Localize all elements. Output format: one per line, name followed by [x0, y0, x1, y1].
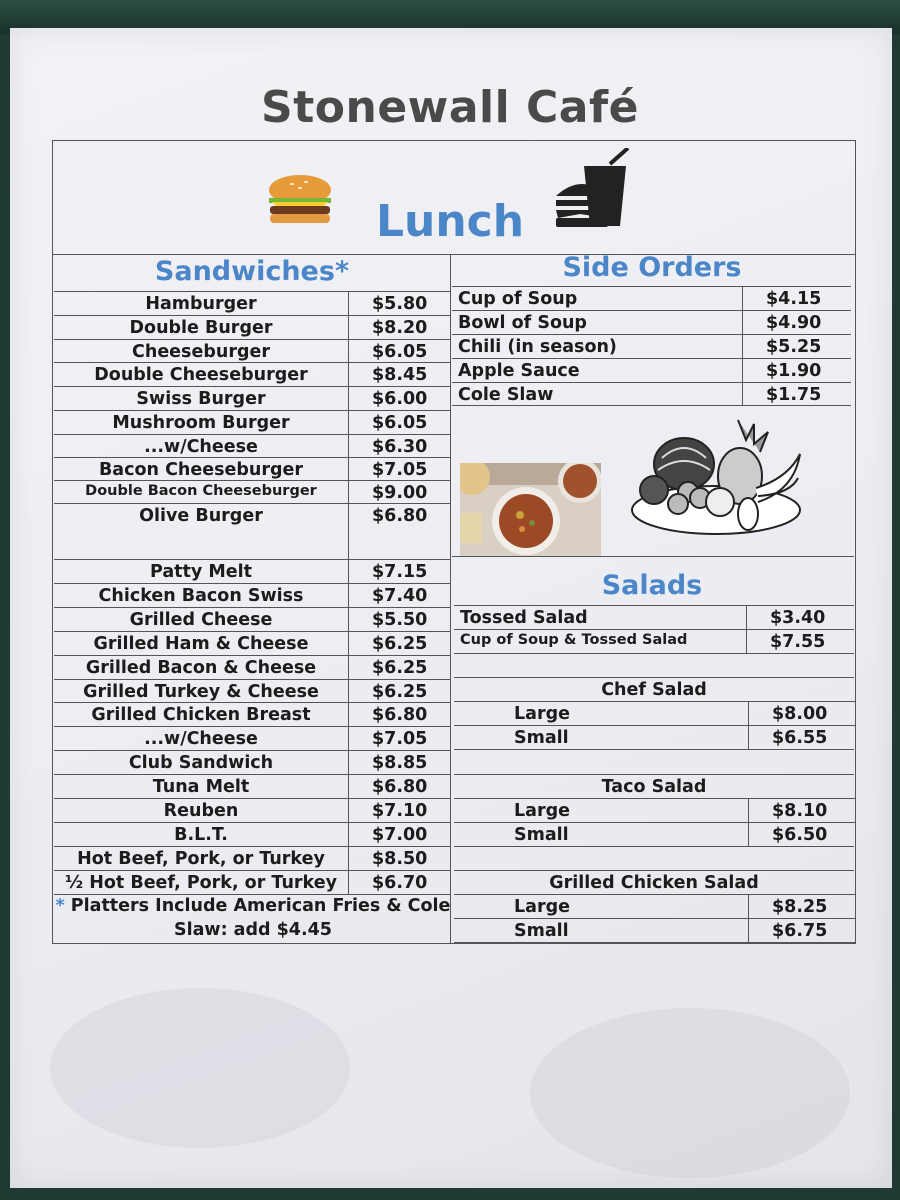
item-name: Cole Slaw — [458, 385, 554, 405]
item-name: Chicken Bacon Swiss — [98, 586, 304, 606]
item-price: $8.50 — [372, 849, 428, 869]
salad-row — [454, 605, 854, 629]
item-price: $6.00 — [372, 389, 428, 409]
price-divider — [348, 870, 349, 894]
side-order-row — [452, 286, 851, 310]
item-name: Club Sandwich — [128, 753, 274, 773]
price-divider — [748, 798, 749, 822]
price-divider — [348, 291, 349, 315]
item-price: $8.20 — [372, 318, 428, 338]
item-price: $6.80 — [372, 777, 428, 797]
price-divider — [348, 315, 349, 339]
price-divider — [748, 701, 749, 725]
price-divider — [748, 725, 749, 749]
note-star: * — [55, 896, 65, 916]
price-divider — [348, 386, 349, 410]
price-divider — [348, 822, 349, 846]
price-divider — [348, 362, 349, 386]
item-price: $7.10 — [372, 801, 428, 821]
item-name: ...w/Cheese — [144, 437, 258, 457]
salad-group-name: Grilled Chicken Salad — [549, 873, 759, 893]
item-name: Swiss Burger — [136, 389, 266, 409]
price-divider — [742, 358, 743, 382]
sandwich-row — [54, 434, 451, 458]
sandwich-row — [54, 822, 451, 846]
item-name: Grilled Chicken Breast — [91, 705, 311, 725]
sandwich-row — [54, 846, 451, 870]
sandwich-row — [54, 607, 451, 631]
item-name: Cup of Soup — [458, 289, 578, 309]
item-price: $8.45 — [372, 365, 428, 385]
item-name: ½ Hot Beef, Pork, or Turkey — [65, 873, 337, 893]
item-name: Tuna Melt — [152, 777, 250, 797]
price-divider — [348, 846, 349, 870]
item-name: Double Cheeseburger — [94, 365, 308, 385]
item-price: $6.30 — [372, 437, 428, 457]
sandwich-row — [54, 774, 451, 798]
sandwich-row — [54, 559, 451, 583]
item-price: $7.05 — [372, 460, 428, 480]
side-order-row — [452, 334, 851, 358]
item-price: $5.25 — [766, 337, 822, 357]
price-divider — [348, 503, 349, 559]
spacer-row — [454, 653, 854, 677]
salad-size: Small — [514, 921, 569, 941]
price-divider — [348, 339, 349, 363]
sandwich-row — [54, 726, 451, 750]
item-price: $6.75 — [772, 921, 828, 941]
sandwiches-heading: Sandwiches* — [154, 256, 350, 287]
salad-size-row — [454, 822, 856, 846]
item-name: Hot Beef, Pork, or Turkey — [77, 849, 325, 869]
salad-size-row — [454, 725, 856, 749]
sandwich-row — [54, 362, 451, 386]
platters-note — [54, 894, 452, 942]
item-price: $4.90 — [766, 313, 822, 333]
sandwich-row — [54, 702, 451, 726]
sandwich-row — [54, 480, 451, 504]
salads-heading: Salads — [601, 570, 703, 601]
divider — [454, 942, 856, 943]
spacer-row — [454, 749, 854, 773]
side-orders-heading: Side Orders — [562, 252, 742, 283]
price-divider — [748, 894, 749, 918]
item-price: $1.90 — [766, 361, 822, 381]
item-price: $7.15 — [372, 562, 428, 582]
item-price: $7.05 — [372, 729, 428, 749]
sandwich-row — [54, 750, 451, 774]
price-divider — [348, 434, 349, 458]
price-divider — [742, 286, 743, 310]
salad-group-row — [454, 774, 854, 798]
price-divider — [348, 410, 349, 434]
price-divider — [348, 583, 349, 607]
border-line — [855, 556, 856, 943]
price-divider — [348, 559, 349, 583]
item-price: $8.85 — [372, 753, 428, 773]
sandwich-row — [54, 655, 451, 679]
price-divider — [748, 918, 749, 942]
salad-size: Large — [514, 704, 570, 724]
sandwich-row — [54, 291, 451, 315]
salad-group-row — [454, 870, 854, 894]
item-price: $5.80 — [372, 294, 428, 314]
sandwich-row — [54, 457, 451, 481]
item-name: Grilled Ham & Cheese — [93, 634, 309, 654]
price-divider — [748, 822, 749, 846]
price-divider — [348, 655, 349, 679]
sandwich-row — [54, 410, 451, 434]
item-name: Bowl of Soup — [458, 313, 587, 333]
item-price: $7.40 — [372, 586, 428, 606]
salad-row — [454, 629, 854, 653]
item-price: $8.25 — [772, 897, 828, 917]
sandwich-row — [54, 679, 451, 703]
item-price: $8.00 — [772, 704, 828, 724]
price-divider — [348, 750, 349, 774]
sandwich-row — [54, 583, 451, 607]
sandwich-row — [54, 386, 451, 410]
item-price: $3.40 — [770, 608, 826, 628]
salad-size: Small — [514, 728, 569, 748]
sandwich-row — [54, 339, 451, 363]
price-divider — [348, 480, 349, 504]
item-price: $6.55 — [772, 728, 828, 748]
item-price: $7.00 — [372, 825, 428, 845]
item-name: Cheeseburger — [132, 342, 270, 362]
salad-size: Large — [514, 801, 570, 821]
item-price: $6.25 — [372, 658, 428, 678]
salad-size: Small — [514, 825, 569, 845]
price-divider — [348, 457, 349, 481]
price-divider — [348, 607, 349, 631]
item-price: $6.05 — [372, 342, 428, 362]
item-name: Olive Burger — [139, 506, 263, 526]
item-name: Apple Sauce — [458, 361, 580, 381]
item-price: $4.15 — [766, 289, 822, 309]
item-name: Bacon Cheeseburger — [98, 460, 304, 480]
salad-size: Large — [514, 897, 570, 917]
item-price: $6.50 — [772, 825, 828, 845]
price-divider — [348, 702, 349, 726]
salad-size-row — [454, 918, 856, 942]
item-price: $1.75 — [766, 385, 822, 405]
item-price: $6.80 — [372, 705, 428, 725]
price-divider — [742, 334, 743, 358]
item-price: $6.70 — [372, 873, 428, 893]
note-text: Platters Include American Fries & Cole Slaw: add $4.45 — [64, 896, 451, 940]
price-divider — [348, 679, 349, 703]
sandwich-row — [54, 503, 451, 559]
price-divider — [742, 310, 743, 334]
side-order-row — [452, 382, 851, 406]
item-name: Hamburger — [145, 294, 257, 314]
price-divider — [742, 382, 743, 406]
item-name: Grilled Bacon & Cheese — [85, 658, 317, 678]
salad-size-row — [454, 894, 856, 918]
item-name: B.L.T. — [174, 825, 228, 845]
sandwich-row — [54, 315, 451, 339]
salad-group-name: Chef Salad — [601, 680, 707, 700]
item-price: $8.10 — [772, 801, 828, 821]
paper-stain — [530, 1008, 850, 1178]
price-divider — [348, 726, 349, 750]
item-price: $5.50 — [372, 610, 428, 630]
sandwich-row — [54, 631, 451, 655]
price-divider — [348, 774, 349, 798]
cafe-name: Stonewall Café — [261, 82, 639, 133]
item-name: Reuben — [163, 801, 239, 821]
item-name: Mushroom Burger — [112, 413, 290, 433]
item-name: Grilled Cheese — [129, 610, 273, 630]
price-divider — [348, 798, 349, 822]
salad-size-row — [454, 798, 856, 822]
divider — [452, 556, 854, 557]
price-divider — [348, 631, 349, 655]
item-price: $9.00 — [372, 483, 428, 503]
side-order-row — [452, 310, 851, 334]
spacer-row — [454, 846, 854, 870]
price-divider — [746, 605, 747, 629]
paper-stain — [50, 988, 350, 1148]
soup-photo — [460, 463, 601, 557]
item-name: Grilled Turkey & Cheese — [83, 682, 319, 702]
item-price: $6.05 — [372, 413, 428, 433]
item-name: Tossed Salad — [460, 608, 588, 628]
menu-title: Lunch — [375, 196, 525, 247]
item-price: $6.80 — [372, 506, 428, 526]
item-name: Chili (in season) — [458, 337, 617, 357]
item-name: ...w/Cheese — [144, 729, 258, 749]
item-name: Cup of Soup & Tossed Salad — [460, 632, 688, 648]
salad-group-row — [454, 677, 854, 701]
divider — [452, 405, 851, 406]
salad-size-row — [454, 701, 856, 725]
item-price: $7.55 — [770, 632, 826, 652]
item-price: $6.25 — [372, 682, 428, 702]
item-name: Patty Melt — [149, 562, 253, 582]
item-name: Double Burger — [129, 318, 273, 338]
item-name: Double Bacon Cheeseburger — [85, 483, 317, 499]
side-order-row — [452, 358, 851, 382]
sandwich-row — [54, 798, 451, 822]
sandwich-row — [54, 870, 451, 894]
salad-group-name: Taco Salad — [601, 777, 707, 797]
item-price: $6.25 — [372, 634, 428, 654]
fruit-basket-icon — [628, 418, 806, 542]
price-divider — [746, 629, 747, 653]
